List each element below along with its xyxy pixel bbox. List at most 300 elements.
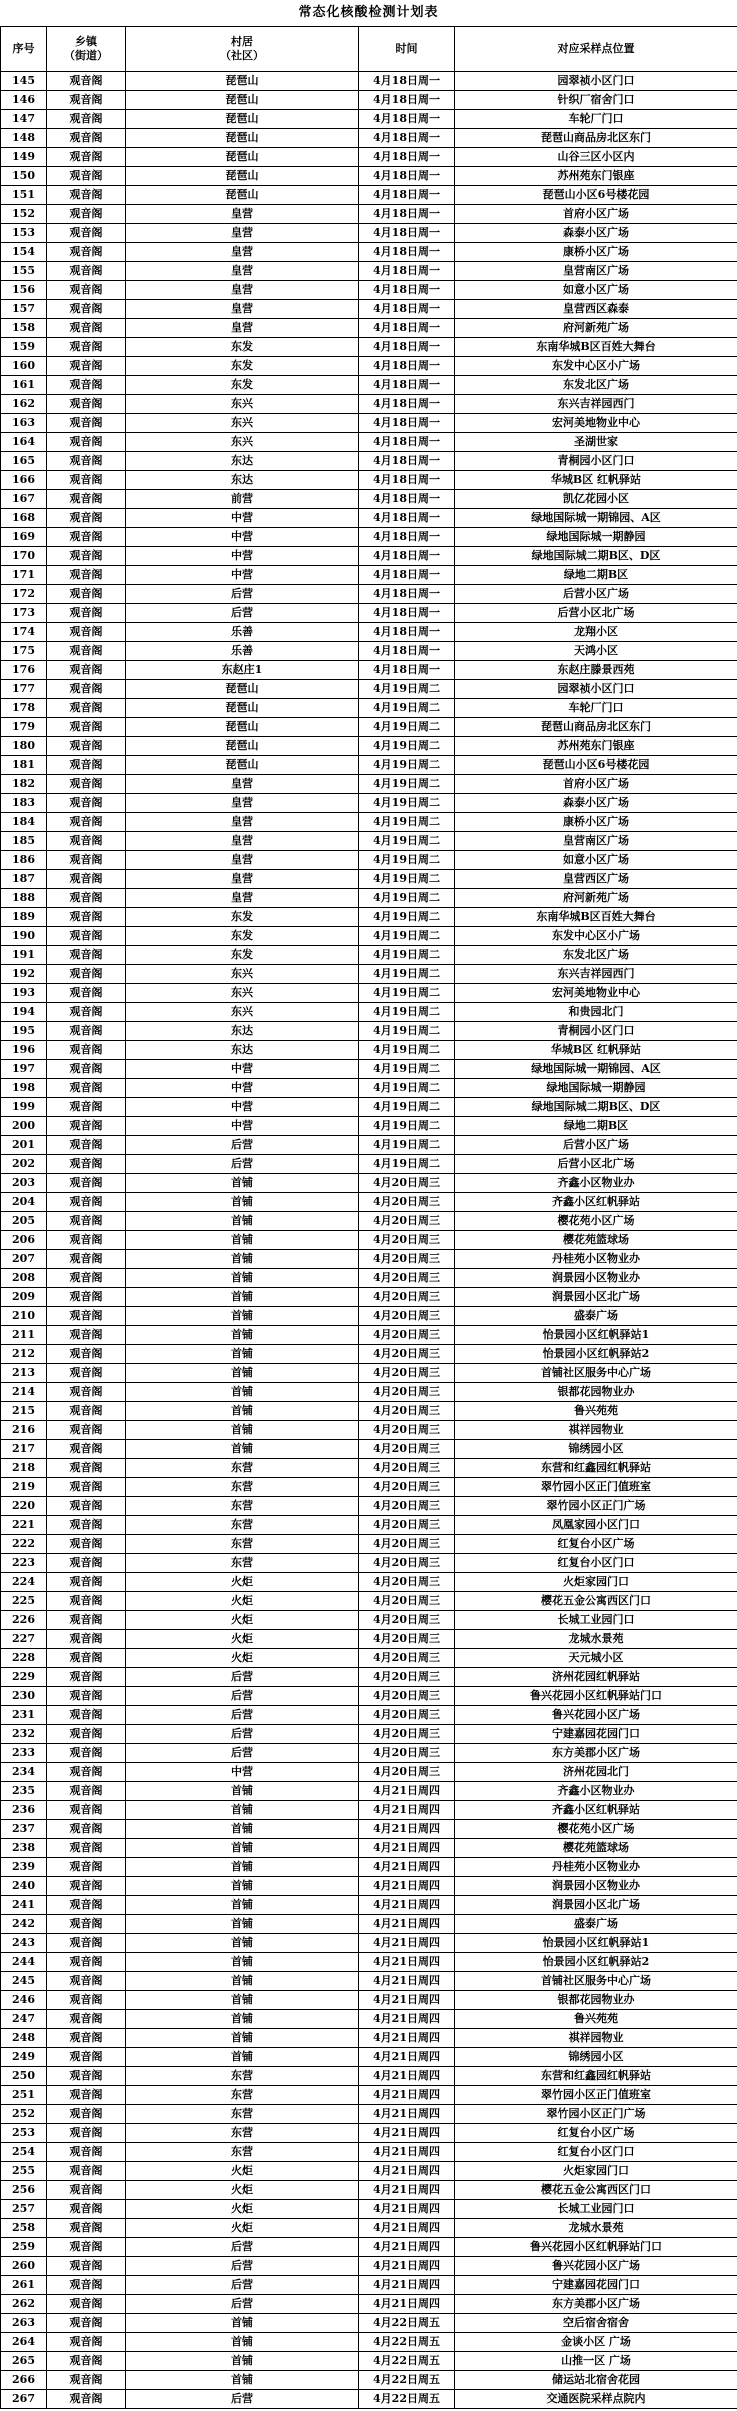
cell-town: 观音阁	[47, 1478, 126, 1497]
table-row	[1, 1896, 737, 1915]
cell-time: 4月18日周一	[359, 509, 455, 528]
cell-town: 观音阁	[47, 718, 126, 737]
cell-village: 火炬	[126, 1649, 359, 1668]
cell-village: 皇营	[126, 319, 359, 338]
cell-time: 4月18日周一	[359, 338, 455, 357]
cell-village: 皇营	[126, 243, 359, 262]
cell-no: 258	[1, 2219, 47, 2238]
cell-time: 4月18日周一	[359, 167, 455, 186]
table-row	[1, 452, 737, 471]
table-row	[1, 851, 737, 870]
table-row	[1, 129, 737, 148]
cell-no: 178	[1, 699, 47, 718]
cell-time: 4月19日周二	[359, 1060, 455, 1079]
cell-location: 鲁兴花园小区广场	[455, 2257, 737, 2276]
cell-town: 观音阁	[47, 433, 126, 452]
cell-town: 观音阁	[47, 775, 126, 794]
cell-no: 263	[1, 2314, 47, 2333]
table-row	[1, 357, 737, 376]
table-row	[1, 1174, 737, 1193]
cell-time: 4月21日周四	[359, 2219, 455, 2238]
cell-town: 观音阁	[47, 2276, 126, 2295]
cell-town: 观音阁	[47, 813, 126, 832]
header-town-line2: （街道）	[64, 49, 108, 62]
cell-no: 158	[1, 319, 47, 338]
cell-time: 4月21日周四	[359, 2295, 455, 2314]
cell-town: 观音阁	[47, 908, 126, 927]
cell-time: 4月18日周一	[359, 490, 455, 509]
cell-no: 225	[1, 1592, 47, 1611]
cell-village: 琵琶山	[126, 72, 359, 91]
cell-town: 观音阁	[47, 1858, 126, 1877]
cell-location: 皇营西区广场	[455, 870, 737, 889]
cell-village: 东发	[126, 357, 359, 376]
table-row	[1, 1782, 737, 1801]
table-row	[1, 2333, 737, 2352]
cell-no: 177	[1, 680, 47, 699]
cell-time: 4月21日周四	[359, 1839, 455, 1858]
cell-location: 空后宿舍宿舍	[455, 2314, 737, 2333]
cell-location: 山谷三区小区内	[455, 148, 737, 167]
cell-village: 首铺	[126, 1421, 359, 1440]
table-row	[1, 2086, 737, 2105]
table-row	[1, 1630, 737, 1649]
cell-village: 后营	[126, 1687, 359, 1706]
table-row	[1, 1801, 737, 1820]
cell-location: 锦绣园小区	[455, 2048, 737, 2067]
cell-no: 247	[1, 2010, 47, 2029]
cell-time: 4月19日周二	[359, 870, 455, 889]
cell-town: 观音阁	[47, 1421, 126, 1440]
cell-village: 后营	[126, 1744, 359, 1763]
cell-no: 165	[1, 452, 47, 471]
table-row	[1, 1269, 737, 1288]
cell-time: 4月18日周一	[359, 414, 455, 433]
table-row	[1, 1250, 737, 1269]
cell-time: 4月20日周三	[359, 1668, 455, 1687]
cell-town: 观音阁	[47, 2048, 126, 2067]
cell-time: 4月21日周四	[359, 1896, 455, 1915]
cell-no: 156	[1, 281, 47, 300]
cell-no: 257	[1, 2200, 47, 2219]
cell-village: 东营	[126, 2143, 359, 2162]
table-row	[1, 2143, 737, 2162]
cell-town: 观音阁	[47, 2181, 126, 2200]
cell-time: 4月19日周二	[359, 851, 455, 870]
cell-location: 绿地国际城二期B区、D区	[455, 1098, 737, 1117]
table-row	[1, 2048, 737, 2067]
cell-no: 239	[1, 1858, 47, 1877]
cell-location: 皇营西区森泰	[455, 300, 737, 319]
cell-no: 154	[1, 243, 47, 262]
cell-town: 观音阁	[47, 737, 126, 756]
table-row	[1, 794, 737, 813]
cell-village: 首铺	[126, 1991, 359, 2010]
table-row	[1, 1364, 737, 1383]
cell-no: 234	[1, 1763, 47, 1782]
table-row	[1, 1611, 737, 1630]
cell-time: 4月18日周一	[359, 642, 455, 661]
cell-village: 东营	[126, 2105, 359, 2124]
table-row	[1, 2295, 737, 2314]
cell-town: 观音阁	[47, 281, 126, 300]
cell-town: 观音阁	[47, 927, 126, 946]
header-time: 时间	[359, 27, 455, 72]
cell-town: 观音阁	[47, 1649, 126, 1668]
cell-location: 火炬家园门口	[455, 2162, 737, 2181]
cell-village: 首铺	[126, 1782, 359, 1801]
cell-no: 243	[1, 1934, 47, 1953]
table-row	[1, 1136, 737, 1155]
cell-town: 观音阁	[47, 2010, 126, 2029]
cell-time: 4月20日周三	[359, 1440, 455, 1459]
cell-no: 262	[1, 2295, 47, 2314]
cell-no: 218	[1, 1459, 47, 1478]
cell-town: 观音阁	[47, 1440, 126, 1459]
cell-village: 东营	[126, 1497, 359, 1516]
cell-time: 4月18日周一	[359, 110, 455, 129]
cell-no: 212	[1, 1345, 47, 1364]
cell-time: 4月19日周二	[359, 1117, 455, 1136]
cell-no: 219	[1, 1478, 47, 1497]
cell-village: 首铺	[126, 1915, 359, 1934]
cell-location: 东南华城B区百姓大舞台	[455, 338, 737, 357]
cell-no: 229	[1, 1668, 47, 1687]
table-row	[1, 1706, 737, 1725]
table-row	[1, 566, 737, 585]
cell-no: 200	[1, 1117, 47, 1136]
table-row	[1, 224, 737, 243]
cell-village: 东赵庄1	[126, 661, 359, 680]
cell-village: 后营	[126, 1668, 359, 1687]
cell-town: 观音阁	[47, 1630, 126, 1649]
cell-time: 4月21日周四	[359, 1934, 455, 1953]
cell-village: 东达	[126, 452, 359, 471]
cell-time: 4月20日周三	[359, 1288, 455, 1307]
cell-no: 193	[1, 984, 47, 1003]
table-row	[1, 1649, 737, 1668]
cell-no: 207	[1, 1250, 47, 1269]
cell-no: 201	[1, 1136, 47, 1155]
cell-town: 观音阁	[47, 2219, 126, 2238]
cell-village: 首铺	[126, 1269, 359, 1288]
table-row	[1, 1003, 737, 1022]
cell-location: 后营小区北广场	[455, 1155, 737, 1174]
header-town-line1: 乡镇	[75, 35, 97, 48]
cell-time: 4月20日周三	[359, 1649, 455, 1668]
table-row	[1, 243, 737, 262]
cell-town: 观音阁	[47, 1839, 126, 1858]
cell-location: 车轮厂门口	[455, 699, 737, 718]
cell-village: 皇营	[126, 775, 359, 794]
cell-location: 后营小区广场	[455, 585, 737, 604]
table-row	[1, 1763, 737, 1782]
cell-location: 凯亿花园小区	[455, 490, 737, 509]
cell-town: 观音阁	[47, 205, 126, 224]
table-row	[1, 1478, 737, 1497]
cell-town: 观音阁	[47, 1269, 126, 1288]
cell-town: 观音阁	[47, 1250, 126, 1269]
cell-village: 首铺	[126, 1972, 359, 1991]
cell-location: 森泰小区广场	[455, 224, 737, 243]
table-row	[1, 186, 737, 205]
cell-no: 237	[1, 1820, 47, 1839]
cell-time: 4月21日周四	[359, 1782, 455, 1801]
cell-time: 4月18日周一	[359, 224, 455, 243]
cell-no: 228	[1, 1649, 47, 1668]
cell-village: 火炬	[126, 1592, 359, 1611]
cell-town: 观音阁	[47, 1326, 126, 1345]
cell-no: 199	[1, 1098, 47, 1117]
cell-village: 中营	[126, 509, 359, 528]
cell-town: 观音阁	[47, 2200, 126, 2219]
cell-time: 4月19日周二	[359, 1155, 455, 1174]
cell-location: 红复台小区门口	[455, 2143, 737, 2162]
table-row	[1, 262, 737, 281]
table-row	[1, 528, 737, 547]
cell-no: 267	[1, 2390, 47, 2409]
cell-village: 琵琶山	[126, 680, 359, 699]
cell-town: 观音阁	[47, 1307, 126, 1326]
cell-town: 观音阁	[47, 2086, 126, 2105]
table-row	[1, 1041, 737, 1060]
cell-village: 前营	[126, 490, 359, 509]
cell-village: 东发	[126, 376, 359, 395]
cell-town: 观音阁	[47, 2143, 126, 2162]
cell-town: 观音阁	[47, 1687, 126, 1706]
cell-location: 润景园小区北广场	[455, 1288, 737, 1307]
cell-town: 观音阁	[47, 1972, 126, 1991]
cell-time: 4月19日周二	[359, 965, 455, 984]
cell-no: 222	[1, 1535, 47, 1554]
table-row	[1, 509, 737, 528]
table-row	[1, 1972, 737, 1991]
cell-location: 皇营南区广场	[455, 832, 737, 851]
cell-no: 235	[1, 1782, 47, 1801]
cell-time: 4月20日周三	[359, 1459, 455, 1478]
table-row	[1, 2029, 737, 2048]
cell-location: 宏河美地物业中心	[455, 414, 737, 433]
cell-time: 4月19日周二	[359, 737, 455, 756]
cell-location: 怡景园小区红帆驿站2	[455, 1345, 737, 1364]
cell-location: 康桥小区广场	[455, 813, 737, 832]
table-row	[1, 1820, 737, 1839]
table-row	[1, 471, 737, 490]
cell-no: 246	[1, 1991, 47, 2010]
cell-no: 250	[1, 2067, 47, 2086]
table-row	[1, 984, 737, 1003]
cell-location: 皇营南区广场	[455, 262, 737, 281]
cell-time: 4月19日周二	[359, 889, 455, 908]
cell-time: 4月20日周三	[359, 1421, 455, 1440]
table-row	[1, 737, 737, 756]
table-row	[1, 870, 737, 889]
cell-no: 204	[1, 1193, 47, 1212]
cell-town: 观音阁	[47, 2371, 126, 2390]
header-town	[47, 27, 126, 72]
cell-location: 首铺社区服务中心广场	[455, 1972, 737, 1991]
table-row	[1, 72, 737, 91]
cell-town: 观音阁	[47, 623, 126, 642]
cell-no: 254	[1, 2143, 47, 2162]
cell-no: 169	[1, 528, 47, 547]
table-row	[1, 2219, 737, 2238]
cell-village: 琵琶山	[126, 186, 359, 205]
schedule-table	[0, 26, 737, 2409]
cell-village: 东发	[126, 927, 359, 946]
cell-no: 147	[1, 110, 47, 129]
cell-village: 首铺	[126, 1326, 359, 1345]
header-village-line2: （社区）	[220, 49, 264, 62]
cell-location: 车轮厂门口	[455, 110, 737, 129]
cell-village: 东营	[126, 2124, 359, 2143]
cell-time: 4月18日周一	[359, 661, 455, 680]
table-row	[1, 604, 737, 623]
cell-time: 4月22日周五	[359, 2333, 455, 2352]
header-village	[126, 27, 359, 72]
cell-time: 4月18日周一	[359, 148, 455, 167]
cell-village: 首铺	[126, 2029, 359, 2048]
cell-location: 如意小区广场	[455, 851, 737, 870]
page-title: 常态化核酸检测计划表	[298, 5, 439, 20]
cell-village: 东兴	[126, 984, 359, 1003]
cell-town: 观音阁	[47, 110, 126, 129]
cell-no: 242	[1, 1915, 47, 1934]
cell-location: 琵琶山商品房北区东门	[455, 129, 737, 148]
cell-town: 观音阁	[47, 1136, 126, 1155]
cell-village: 首铺	[126, 1953, 359, 1972]
cell-location: 济州花园北门	[455, 1763, 737, 1782]
cell-no: 259	[1, 2238, 47, 2257]
cell-time: 4月21日周四	[359, 2162, 455, 2181]
table-row	[1, 1991, 737, 2010]
table-row	[1, 414, 737, 433]
cell-time: 4月20日周三	[359, 1478, 455, 1497]
cell-no: 166	[1, 471, 47, 490]
cell-town: 观音阁	[47, 319, 126, 338]
cell-time: 4月20日周三	[359, 1763, 455, 1782]
table-row	[1, 1060, 737, 1079]
cell-location: 翠竹园小区正门广场	[455, 2105, 737, 2124]
table-row	[1, 1915, 737, 1934]
cell-village: 中营	[126, 547, 359, 566]
cell-time: 4月20日周三	[359, 1231, 455, 1250]
cell-no: 183	[1, 794, 47, 813]
cell-village: 首铺	[126, 1364, 359, 1383]
cell-village: 中营	[126, 1060, 359, 1079]
cell-no: 167	[1, 490, 47, 509]
table-row	[1, 1421, 737, 1440]
cell-no: 186	[1, 851, 47, 870]
cell-time: 4月19日周二	[359, 1079, 455, 1098]
cell-location: 绿地国际城一期静园	[455, 1079, 737, 1098]
cell-village: 东营	[126, 1516, 359, 1535]
cell-village: 首铺	[126, 1250, 359, 1269]
cell-town: 观音阁	[47, 2162, 126, 2181]
cell-town: 观音阁	[47, 1877, 126, 1896]
cell-time: 4月19日周二	[359, 718, 455, 737]
table-row	[1, 1877, 737, 1896]
cell-town: 观音阁	[47, 1402, 126, 1421]
cell-village: 后营	[126, 2276, 359, 2295]
table-row	[1, 2200, 737, 2219]
cell-time: 4月20日周三	[359, 1497, 455, 1516]
cell-village: 首铺	[126, 1231, 359, 1250]
cell-village: 东营	[126, 1478, 359, 1497]
cell-town: 观音阁	[47, 2067, 126, 2086]
header-village-line1: 村居	[231, 35, 253, 48]
cell-village: 琵琶山	[126, 148, 359, 167]
cell-no: 249	[1, 2048, 47, 2067]
cell-time: 4月19日周二	[359, 775, 455, 794]
table-row	[1, 148, 737, 167]
cell-time: 4月20日周三	[359, 1592, 455, 1611]
cell-village: 琵琶山	[126, 110, 359, 129]
cell-time: 4月19日周二	[359, 984, 455, 1003]
cell-location: 红复台小区广场	[455, 2124, 737, 2143]
cell-village: 皇营	[126, 281, 359, 300]
cell-location: 宁建嘉园花园门口	[455, 2276, 737, 2295]
cell-village: 皇营	[126, 300, 359, 319]
header-location: 对应采样点位置	[455, 27, 737, 72]
cell-location: 红复台小区广场	[455, 1535, 737, 1554]
cell-no: 215	[1, 1402, 47, 1421]
table-row	[1, 718, 737, 737]
cell-location: 山推一区 广场	[455, 2352, 737, 2371]
cell-no: 196	[1, 1041, 47, 1060]
cell-no: 163	[1, 414, 47, 433]
cell-location: 东发北区广场	[455, 376, 737, 395]
cell-no: 159	[1, 338, 47, 357]
table-row	[1, 813, 737, 832]
cell-town: 观音阁	[47, 490, 126, 509]
cell-location: 东兴吉祥园西门	[455, 395, 737, 414]
table-row	[1, 2181, 737, 2200]
cell-time: 4月18日周一	[359, 604, 455, 623]
cell-no: 205	[1, 1212, 47, 1231]
cell-no: 182	[1, 775, 47, 794]
cell-village: 琵琶山	[126, 91, 359, 110]
table-row	[1, 1934, 737, 1953]
cell-village: 后营	[126, 1155, 359, 1174]
cell-time: 4月19日周二	[359, 699, 455, 718]
cell-time: 4月18日周一	[359, 186, 455, 205]
cell-no: 236	[1, 1801, 47, 1820]
cell-town: 观音阁	[47, 1212, 126, 1231]
cell-no: 197	[1, 1060, 47, 1079]
table-row	[1, 2067, 737, 2086]
table-row	[1, 205, 737, 224]
cell-location: 凤凰家园小区门口	[455, 1516, 737, 1535]
table-row	[1, 376, 737, 395]
cell-town: 观音阁	[47, 1459, 126, 1478]
cell-village: 皇营	[126, 813, 359, 832]
cell-village: 皇营	[126, 889, 359, 908]
cell-location: 府河新苑广场	[455, 889, 737, 908]
cell-no: 149	[1, 148, 47, 167]
cell-village: 中营	[126, 1098, 359, 1117]
table-row	[1, 300, 737, 319]
cell-time: 4月18日周一	[359, 471, 455, 490]
table-row	[1, 946, 737, 965]
cell-location: 东兴吉祥园西门	[455, 965, 737, 984]
cell-village: 中营	[126, 566, 359, 585]
cell-location: 储运站北宿舍花园	[455, 2371, 737, 2390]
cell-village: 首铺	[126, 2352, 359, 2371]
table-row	[1, 1535, 737, 1554]
cell-location: 东营和红鑫园红帆驿站	[455, 1459, 737, 1478]
cell-no: 161	[1, 376, 47, 395]
